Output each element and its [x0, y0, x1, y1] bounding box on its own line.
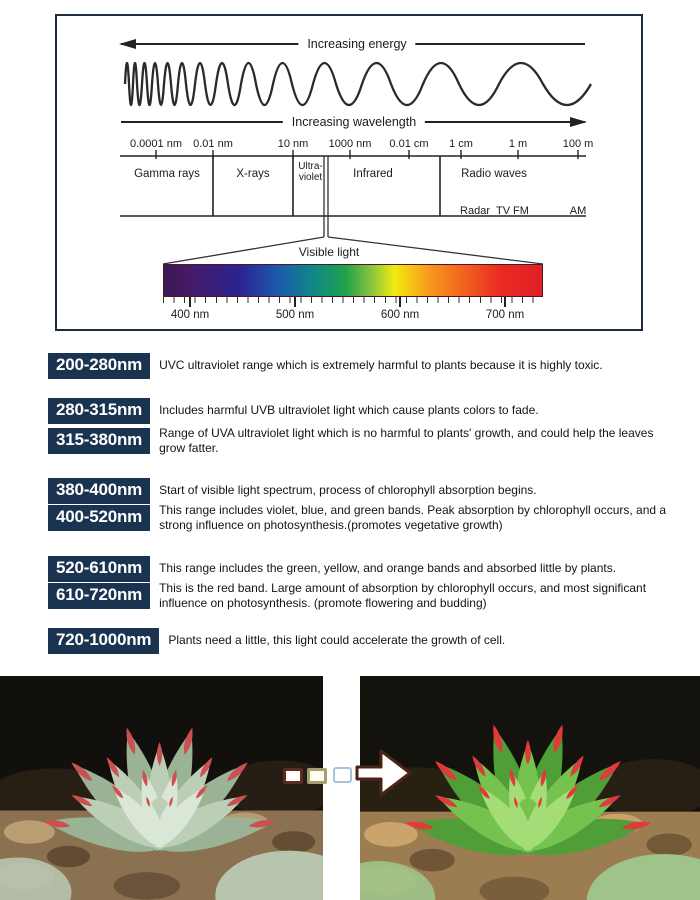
range-description: This range includes violet, blue, and green bands. Peak absorption by chlorophyll occurs, and a strong influence on photosynthesis.(promotes vegetative growth) [159, 503, 667, 533]
em-spectrum-diagram [55, 14, 643, 331]
scale-tick-label: 1 cm [449, 138, 473, 150]
spectrum-tick-label: 700 nm [485, 309, 525, 321]
band-infrared-label: Infrared [353, 168, 393, 180]
wavelength-range-row [48, 398, 688, 424]
spectrum-major-tick [189, 297, 191, 307]
wavelength-range-row [48, 628, 688, 654]
band-gamma-label: Gamma rays [134, 168, 200, 180]
wavelength-range-row [48, 581, 688, 611]
wavelength-arrowhead-icon [570, 117, 587, 127]
range-badge: 315-380nm [48, 428, 150, 454]
range-badge: 380-400nm [48, 478, 150, 504]
range-description: Includes harmful UVB ultraviolet light which cause plants colors to fade. [159, 403, 539, 418]
spectrum-tick-label: 400 nm [170, 309, 210, 321]
spectrum-major-tick [294, 297, 296, 307]
radio-am-label: AM [569, 205, 587, 217]
uv-label-line2: violet [298, 171, 323, 183]
scale-tick-label: 0.01 cm [389, 138, 429, 150]
scale-tick-marks [156, 150, 578, 159]
transition-square-1-icon [283, 768, 303, 784]
visible-light-label: Visible light [298, 245, 360, 259]
range-description: Plants need a little, this light could accelerate the growth of cell. [168, 633, 506, 648]
spectrum-major-tick [504, 297, 506, 307]
range-badge: 400-520nm [48, 505, 150, 531]
wave-icon [125, 63, 591, 105]
range-description: This range includes the green, yellow, and orange bands and absorbed little by plants. [159, 561, 617, 576]
band-xray-label: X-rays [236, 168, 270, 180]
radio-radar-label: Radar [460, 205, 490, 217]
spectrum-minor-ticks [163, 297, 543, 303]
transition-square-2-icon [307, 768, 327, 784]
scale-tick-label: 1000 nm [328, 138, 372, 150]
range-badge: 610-720nm [48, 583, 150, 609]
scale-tick-label: 10 nm [277, 138, 309, 150]
scale-tick-label: 0.01 nm [193, 138, 233, 150]
spectrum-tick-label: 600 nm [380, 309, 420, 321]
visible-spectrum-bar [163, 264, 543, 297]
radio-fm-label: FM [513, 205, 529, 217]
wavelength-range-row [48, 503, 688, 533]
spectrum-major-tick [399, 297, 401, 307]
arrow-right-icon [355, 747, 413, 799]
increasing-wavelength-label: Increasing wavelength [283, 115, 425, 129]
range-description: Start of visible light spectrum, process of chlorophyll absorption begins. [159, 483, 537, 498]
increasing-energy-label: Increasing energy [298, 37, 415, 51]
range-description: Range of UVA ultraviolet light which is no harmful to plants' growth, and could help the leaves grow fatter. [159, 426, 654, 456]
wavelength-range-row [48, 426, 688, 456]
energy-arrowhead-icon [119, 39, 136, 49]
range-description: This is the red band. Large amount of absorption by chlorophyll occurs, and most significant influence on photosynthesis. (promote flowering and budding) [159, 581, 647, 611]
scale-tick-label: 0.0001 nm [130, 138, 182, 150]
transition-square-3-icon [333, 767, 352, 783]
scale-tick-label: 100 m [562, 138, 594, 150]
succulent-before-illustration [0, 676, 323, 900]
range-badge: 720-1000nm [48, 628, 159, 654]
band-radio-label: Radio waves [461, 168, 527, 180]
scale-tick-label: 1 m [508, 138, 528, 150]
wavelength-range-row [48, 353, 688, 379]
wavelength-range-row [48, 478, 688, 504]
uv-label-line1: Ultra- [298, 161, 323, 172]
band-ultraviolet-label [294, 162, 327, 184]
range-badge: 200-280nm [48, 353, 150, 379]
radio-tv-label: TV [495, 205, 511, 217]
range-badge: 280-315nm [48, 398, 150, 424]
range-badge: 520-610nm [48, 556, 150, 582]
range-description: UVC ultraviolet range which is extremely harmful to plants because it is highly toxic. [159, 358, 603, 373]
wavelength-range-row [48, 556, 688, 582]
spectrum-tick-label: 500 nm [275, 309, 315, 321]
before-photo [0, 676, 323, 900]
